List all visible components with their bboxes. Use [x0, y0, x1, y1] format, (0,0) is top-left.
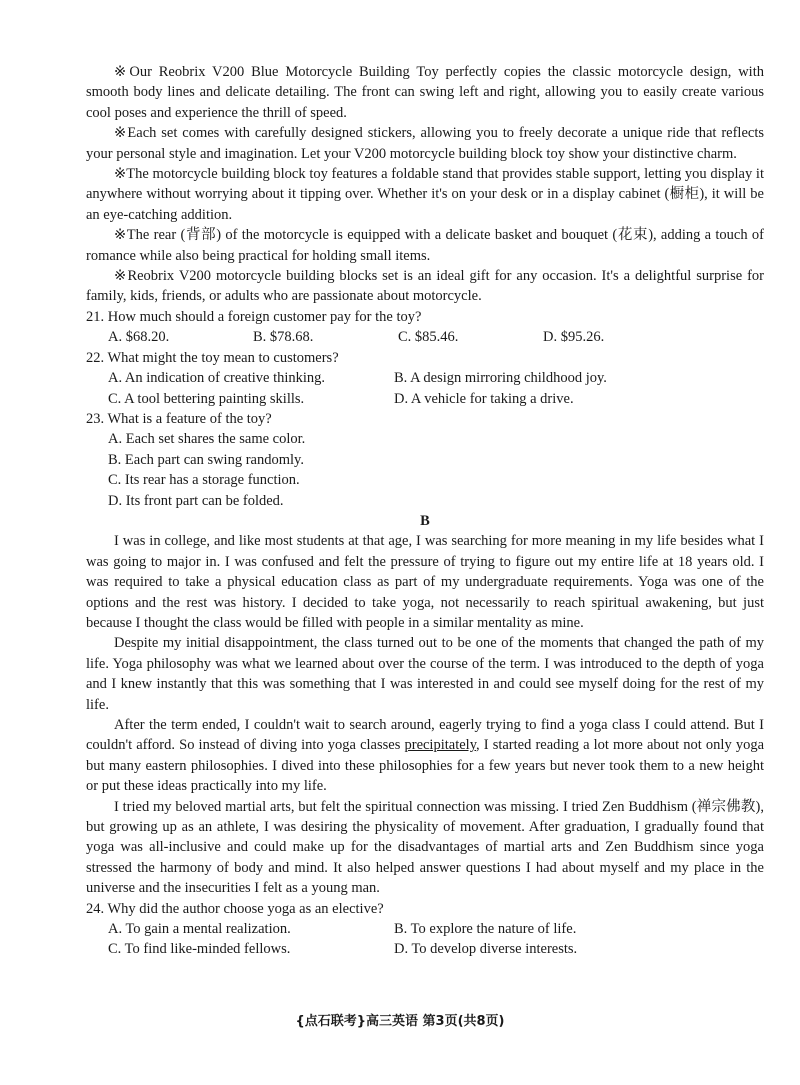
section-b-heading: B — [420, 512, 430, 529]
passage-b-paragraph-4: I tried my beloved martial arts, but felt the spiritual connection was missing. I tried Zen Buddhism (禅宗佛教), but growing up as an athlete, I was desiring the physicality of movement. After graduation, I gradually found that yoga was all-inclusive and could make up for the disadvantages of martial arts and Zen Buddhism since yoga stressed the harmony of body and mind. It also helped answer questions I had about myself and my place in the universe and the insecurities I felt as a young man. — [86, 798, 764, 897]
underlined-word: precipitately — [404, 737, 477, 754]
passage-a-paragraph-4: ※The rear (背部) of the motorcycle is equipped with a delicate basket and bouquet (花束), adding a touch of romance while also being practical for holding small items. — [86, 227, 764, 264]
question-22-options-row-1 — [86, 368, 764, 388]
question-23-option-a: A. Each set shares the same color. — [108, 431, 306, 448]
question-24-options-row-1 — [86, 919, 764, 939]
question-21-option-d: D. $95.26. — [543, 329, 605, 346]
question-21-option-b: B. $78.68. — [253, 329, 314, 346]
question-22-option-b: B. A design mirroring childhood joy. — [394, 370, 607, 387]
question-24-option-a: A. To gain a mental realization. — [108, 921, 291, 938]
question-22-options-row-2 — [86, 389, 764, 409]
question-22-option-c: C. A tool bettering painting skills. — [108, 390, 305, 407]
question-23-option-d: D. Its front part can be folded. — [108, 492, 284, 509]
passage-b-paragraph-3-part-2: , I started reading a lot more about not only yoga but many eastern philosophies. I dived into these philosophies for a few years but never took them to a new height or put these ideas practically into my life. — [86, 737, 765, 795]
question-21-options — [86, 327, 764, 347]
question-21-option-c: C. $85.46. — [398, 329, 459, 346]
passage-b-paragraph-3 — [86, 715, 764, 797]
passage-a-paragraph-3: ※The motorcycle building block toy features a foldable stand that provides stable support, letting you display it anywhere without worrying about it tipping over. Whether it's on your desk or in a display cabinet (橱柜), it will be an eye-catching addition. — [86, 166, 764, 223]
question-22-option-d: D. A vehicle for taking a drive. — [394, 390, 574, 407]
question-22-option-a: A. An indication of creative thinking. — [108, 370, 326, 387]
question-24-options-row-2 — [86, 939, 764, 959]
question-24-option-c: C. To find like-minded fellows. — [108, 941, 291, 958]
question-24-option-d: D. To develop diverse interests. — [394, 941, 578, 958]
question-21-option-a: A. $68.20. — [108, 329, 170, 346]
passage-b-paragraph-3-part-1: After the term ended, I couldn't wait to search around, eagerly trying to find a yoga class I could attend. But I couldn't afford. So instead of diving into yoga classes — [86, 717, 764, 754]
exam-page — [86, 62, 764, 960]
question-22-stem: 22. What might the toy mean to customers? — [86, 349, 339, 366]
passage-b-paragraph-2: Despite my initial disappointment, the class turned out to be one of the moments that changed the path of my life. Yoga philosophy was what we learned about over the course of the term. I was introduced to the depth of yoga and I knew instantly that this was something that I was interested in and could see myself doing for the rest of my life. — [86, 635, 764, 713]
page-footer: {点石联考}高三英语 第3页(共8页) — [295, 1014, 505, 1029]
question-23-stem: 23. What is a feature of the toy? — [86, 410, 272, 427]
question-21-stem: 21. How much should a foreign customer pay for the toy? — [86, 308, 422, 325]
question-23-option-c: C. Its rear has a storage function. — [108, 472, 300, 489]
passage-b-paragraph-1: I was in college, and like most students at that age, I was searching for more meaning in my life besides what I was going to major in. I was confused and felt the pressure of trying to figure out my entire life at 18 years old. I was required to take a physical education class as part of my undergraduate requirements. Yoga was one of the options and the rest was history. I decided to take yoga, not necessarily to reach spiritual awakening, but just because I thought the class would be filled with people in a similar mentality as mine. — [86, 533, 764, 631]
passage-a-paragraph-5: ※Reobrix V200 motorcycle building blocks set is an ideal gift for any occasion. It's a delightful surprise for family, kids, friends, or adults who are passionate about motorcycle. — [86, 268, 764, 305]
question-24-stem: 24. Why did the author choose yoga as an elective? — [86, 900, 384, 917]
passage-a-paragraph-1: ※Our Reobrix V200 Blue Motorcycle Building Toy perfectly copies the classic motorcycle design, with smooth body lines and delicate detailing. The front can swing left and right, allowing you to easily create various cool poses and experience the thrill of speed. — [86, 64, 764, 121]
passage-a-paragraph-2: ※Each set comes with carefully designed stickers, allowing you to freely decorate a unique ride that reflects your personal style and imagination. Let your V200 motorcycle building block toy show your distinctive charm. — [86, 125, 764, 162]
question-24-option-b: B. To explore the nature of life. — [394, 921, 577, 938]
question-23-option-b: B. Each part can swing randomly. — [108, 451, 304, 468]
